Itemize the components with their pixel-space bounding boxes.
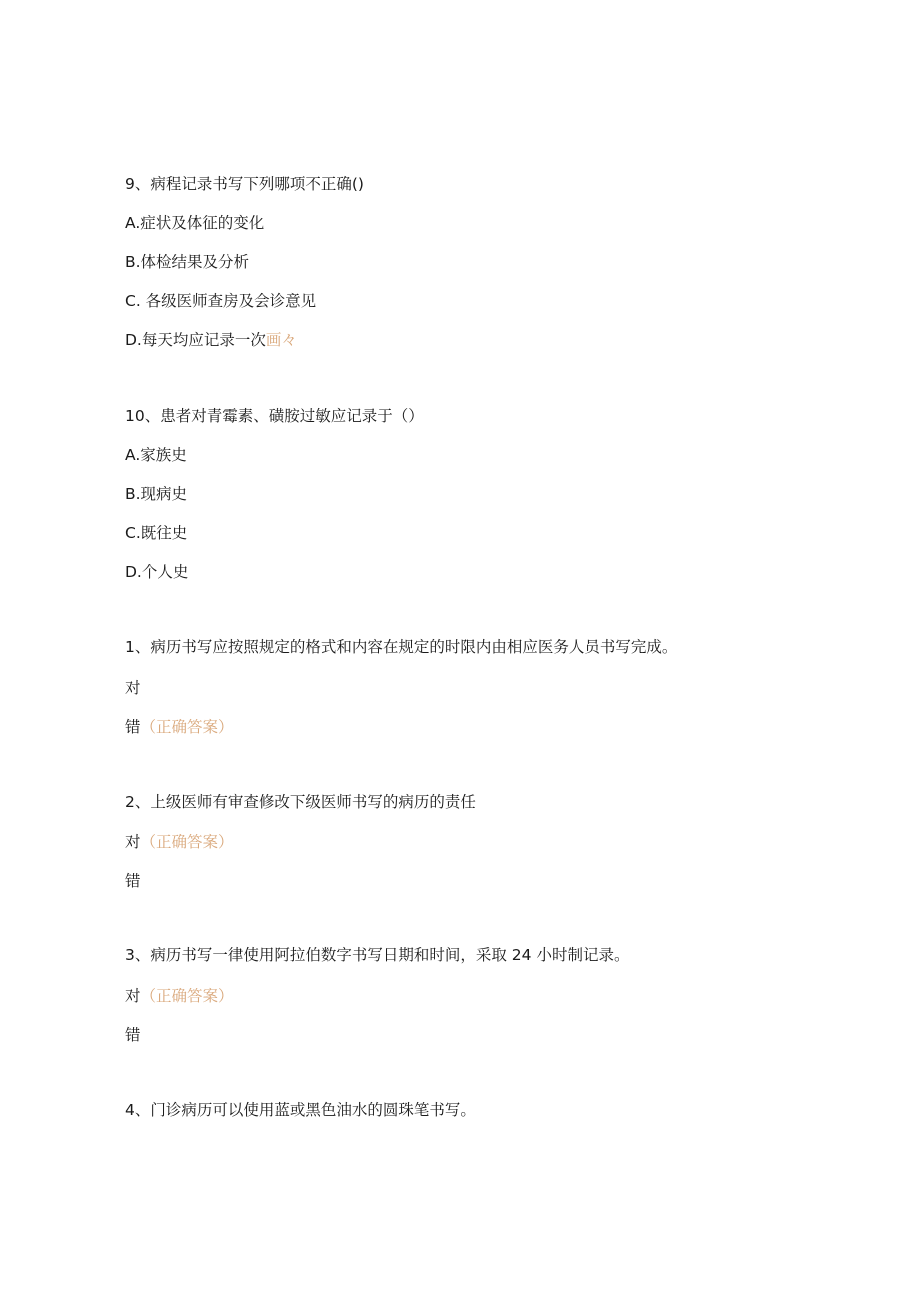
- question-10-option-c: [125, 522, 187, 544]
- option-text: 对: [125, 833, 141, 851]
- question-9-option-d: [125, 329, 297, 351]
- tf-question-3-text: 3、病历书写一律使用阿拉伯数字书写日期和时间，采取 24 小时制记录。: [125, 946, 630, 964]
- option-text: 错: [125, 872, 141, 890]
- option-text: A.家族史: [125, 446, 187, 464]
- answer-mark: （正确答案）: [140, 833, 234, 851]
- tf-question-2-text: 2、上级医师有审查修改下级医师书写的病历的责任: [125, 793, 476, 811]
- option-text: B.现病史: [125, 485, 188, 503]
- option-text: D.每天均应记录一次: [125, 331, 266, 349]
- option-text: A.症状及体征的变化: [125, 214, 265, 232]
- option-text: 错: [125, 1026, 141, 1044]
- option-text: D.个人史: [125, 563, 189, 581]
- question-9-option-a: [125, 212, 264, 234]
- question-9-option-b: [125, 251, 249, 273]
- option-text: 对: [125, 679, 141, 697]
- option-text: B.体检结果及分析: [125, 253, 250, 271]
- tf-question-1-option-false: [125, 716, 234, 738]
- tf-question-2-option-true: [125, 831, 234, 853]
- option-text: 对: [125, 987, 141, 1005]
- tf-question-3-option-false: [125, 1024, 141, 1046]
- tf-question-2-option-false: [125, 870, 141, 892]
- tf-question-3-option-true: [125, 985, 234, 1007]
- option-text: 错: [125, 718, 141, 736]
- tf-question-4-text: 4、门诊病历可以使用蓝或黑色油水的圆珠笔书写。: [125, 1101, 476, 1119]
- question-9-text: 9、病程记录书写下列哪项不正确(): [125, 175, 364, 193]
- question-10-text: 10、患者对青霉素、磺胺过敏应记录于（）: [125, 407, 424, 425]
- question-10-option-d: [125, 561, 188, 583]
- answer-mark: （正确答案）: [140, 718, 234, 736]
- tf-question-1-option-true: [125, 677, 141, 699]
- question-9-option-c: [125, 290, 316, 312]
- question-10-option-a: [125, 444, 187, 466]
- tf-question-1-text: 1、病历书写应按照规定的格式和内容在规定的时限内由相应医务人员书写完成。: [125, 638, 678, 656]
- question-10-option-b: [125, 483, 187, 505]
- answer-mark: 画々: [265, 331, 297, 349]
- option-text: C. 各级医师查房及会诊意见: [125, 292, 317, 310]
- option-text: C.既往史: [125, 524, 188, 542]
- answer-mark: （正确答案）: [140, 987, 234, 1005]
